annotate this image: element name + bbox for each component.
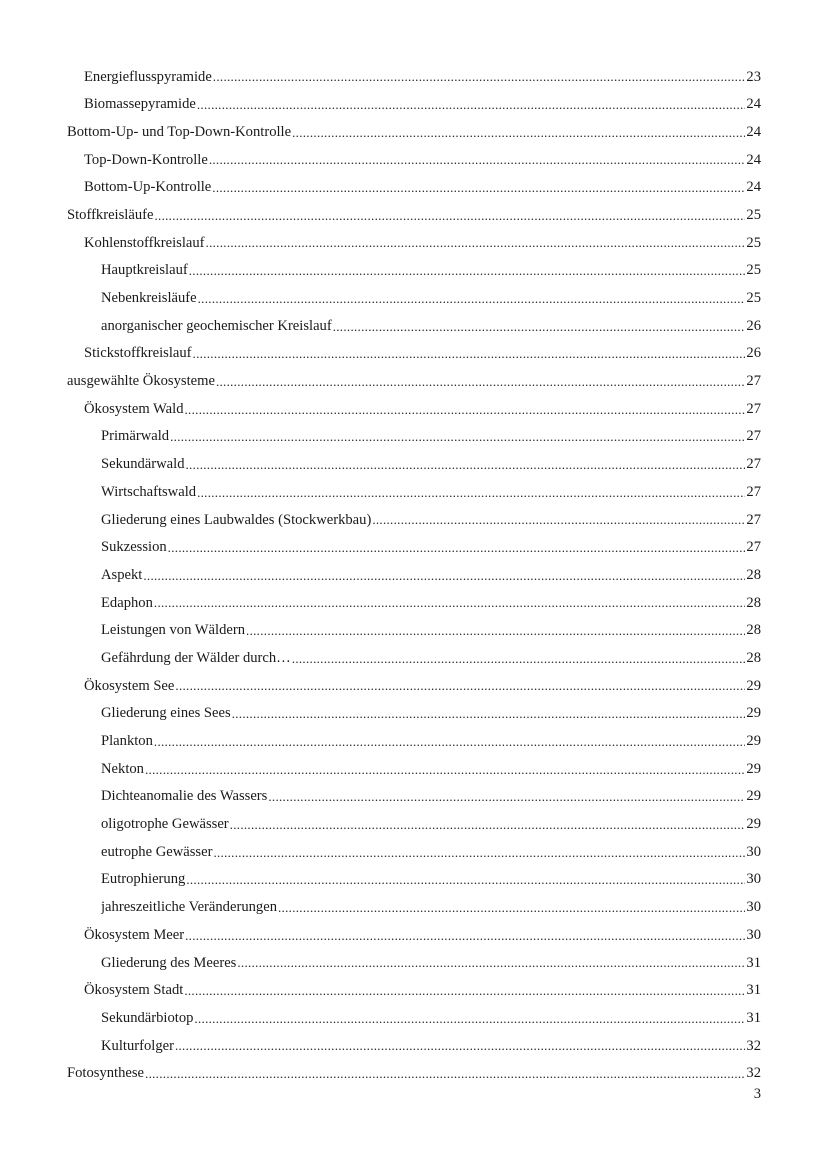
toc-dot-leader [209,153,746,166]
toc-dot-leader [237,956,745,969]
toc-entry-page[interactable]: 31 [746,982,761,999]
toc-entry-page[interactable]: 29 [746,677,761,694]
toc-entry-label[interactable]: jahreszeitliche Veränderungen [101,899,277,916]
toc-entry[interactable] [0,368,828,396]
toc-entry-page[interactable]: 27 [746,428,761,445]
toc-dot-leader [213,70,746,83]
toc-entry-label[interactable]: Gliederung des Meeres [101,954,237,971]
toc-dot-leader [145,1067,745,1080]
toc-row[interactable] [101,755,761,783]
toc-entry-page[interactable]: 30 [746,843,761,860]
toc-dot-leader [143,569,745,582]
toc-entry-label[interactable]: Kulturfolger [101,1037,174,1054]
toc-entry[interactable] [0,1032,828,1060]
toc-entry-page[interactable]: 25 [746,290,761,307]
toc-row[interactable] [84,63,761,91]
toc-dot-leader [186,458,746,471]
toc-dot-leader [154,209,745,222]
toc-dot-leader [145,763,745,776]
toc-entry-page[interactable]: 25 [746,206,761,223]
toc-entry-label[interactable]: Bottom-Up- und Top-Down-Kontrolle [67,123,292,140]
toc-entry-label[interactable]: Stickstoffkreislauf [84,345,192,362]
toc-entry-page[interactable]: 27 [746,456,761,473]
toc-entry[interactable] [0,866,828,894]
toc-entry-page[interactable]: 24 [746,123,761,140]
toc-dot-leader [168,541,746,554]
toc-entry[interactable] [0,451,828,479]
toc-entry-page[interactable]: 29 [746,760,761,777]
toc-row[interactable] [84,921,761,949]
toc-row[interactable] [101,644,761,672]
toc-entry[interactable] [0,1060,828,1088]
toc-entry[interactable] [0,838,828,866]
toc-entry-label[interactable]: eutrophe Gewässer [101,843,213,860]
toc-entry-page[interactable]: 28 [746,594,761,611]
toc-dot-leader [212,181,745,194]
toc-dot-leader [213,846,745,859]
toc-entry-label[interactable]: Leistungen von Wäldern [101,622,246,639]
toc-dot-leader [185,929,745,942]
toc-entry-page[interactable]: 23 [746,68,761,85]
toc-entry-label[interactable]: Ökosystem Wald [84,400,184,417]
toc-entry[interactable] [0,644,828,672]
toc-entry-label[interactable]: Stoffkreisläufe [67,206,154,223]
toc-row[interactable] [101,866,761,894]
toc-row[interactable] [101,894,761,922]
toc-entry[interactable] [0,478,828,506]
toc-entry-page[interactable]: 30 [746,899,761,916]
toc-entry-page[interactable]: 26 [746,317,761,334]
toc-dot-leader [372,513,745,526]
toc-row[interactable] [67,118,761,146]
toc-entry-page[interactable]: 25 [746,234,761,251]
toc-entry-page[interactable]: 32 [746,1065,761,1082]
toc-row[interactable] [101,451,761,479]
toc-row[interactable] [101,1004,761,1032]
toc-entry-label[interactable]: Edaphon [101,594,153,611]
toc-entry-page[interactable]: 31 [746,954,761,971]
toc-entry-page[interactable]: 27 [746,373,761,390]
toc-entry[interactable] [0,395,828,423]
toc-entry[interactable] [0,894,828,922]
toc-entry-label[interactable]: Bottom-Up-Kontrolle [84,179,212,196]
toc-entry[interactable] [0,312,828,340]
toc-row[interactable] [101,728,761,756]
toc-row[interactable] [101,949,761,977]
toc-entry[interactable] [0,700,828,728]
toc-row[interactable] [101,257,761,285]
toc-dot-leader [278,901,745,914]
toc-row[interactable] [67,201,761,229]
toc-entry[interactable] [0,118,828,146]
toc-entry-label[interactable]: Gefährdung der Wälder durch… [101,649,291,666]
toc-entry-label[interactable]: Plankton [101,733,153,750]
toc-row[interactable] [101,561,761,589]
toc-row[interactable] [101,700,761,728]
toc-entry-page[interactable]: 28 [746,622,761,639]
toc-row[interactable] [101,589,761,617]
toc-entry-label[interactable]: Gliederung eines Laubwaldes (Stockwerkbau) [101,511,372,528]
toc-dot-leader [154,735,746,748]
toc-entry-page[interactable]: 32 [746,1037,761,1054]
toc-entry[interactable] [0,728,828,756]
toc-entry-page[interactable]: 27 [746,511,761,528]
table-of-contents [0,63,828,1087]
toc-row[interactable] [101,506,761,534]
toc-dot-leader [154,596,746,609]
toc-entry[interactable] [0,201,828,229]
toc-dot-leader [175,1039,745,1052]
toc-entry-label[interactable]: Ökosystem Stadt [84,982,184,999]
toc-dot-leader [186,873,745,886]
toc-entry[interactable] [0,91,828,119]
toc-entry[interactable] [0,589,828,617]
toc-dot-leader [197,486,745,499]
toc-row[interactable] [101,534,761,562]
toc-entry[interactable] [0,229,828,257]
toc-entry-label[interactable]: Eutrophierung [101,871,186,888]
toc-dot-leader [175,679,745,692]
toc-dot-leader [230,818,746,831]
toc-entry-page[interactable]: 27 [746,539,761,556]
toc-entry[interactable] [0,949,828,977]
toc-entry-label[interactable]: oligotrophe Gewässer [101,816,229,833]
toc-dot-leader [292,652,746,665]
toc-row[interactable] [84,91,761,119]
toc-entry-page[interactable]: 24 [746,179,761,196]
toc-entry[interactable] [0,257,828,285]
toc-entry-page[interactable]: 28 [746,649,761,666]
toc-row[interactable] [84,340,761,368]
toc-entry[interactable] [0,672,828,700]
toc-row[interactable] [84,977,761,1005]
toc-dot-leader [198,292,746,305]
toc-row[interactable] [84,229,761,257]
toc-entry[interactable] [0,561,828,589]
toc-entry[interactable] [0,977,828,1005]
toc-entry[interactable] [0,617,828,645]
toc-row[interactable] [84,146,761,174]
toc-entry-label[interactable]: anorganischer geochemischer Kreislauf [101,317,332,334]
toc-entry-page[interactable]: 24 [746,151,761,168]
toc-entry[interactable] [0,1004,828,1032]
toc-dot-leader [232,707,746,720]
toc-entry-label[interactable]: Top-Down-Kontrolle [84,151,208,168]
toc-dot-leader [216,375,745,388]
toc-entry[interactable] [0,783,828,811]
toc-dot-leader [194,1012,745,1025]
toc-entry-page[interactable]: 25 [746,262,761,279]
toc-row[interactable] [101,312,761,340]
toc-entry[interactable] [0,146,828,174]
toc-entry[interactable] [0,174,828,202]
toc-entry-page[interactable]: 26 [746,345,761,362]
toc-row[interactable] [101,1032,761,1060]
toc-dot-leader [170,430,745,443]
toc-entry-label[interactable]: Energieflusspyramide [84,68,212,85]
toc-entry-page[interactable]: 30 [746,871,761,888]
toc-entry[interactable] [0,921,828,949]
toc-entry-label[interactable]: Biomassepyramide [84,96,196,113]
toc-dot-leader [292,126,745,139]
toc-entry[interactable] [0,506,828,534]
toc-row[interactable] [84,672,761,700]
toc-entry-page[interactable]: 29 [746,733,761,750]
toc-entry-page[interactable]: 30 [746,926,761,943]
toc-entry-label[interactable]: Dichteanomalie des Wassers [101,788,268,805]
toc-dot-leader [333,320,746,333]
toc-row[interactable] [84,174,761,202]
toc-entry[interactable] [0,340,828,368]
toc-entry[interactable] [0,755,828,783]
toc-dot-leader [268,790,745,803]
toc-entry-label[interactable]: Ökosystem See [84,677,175,694]
page-number: 3 [753,1086,761,1102]
toc-entry-label[interactable]: Sekundärwald [101,456,185,473]
toc-entry-label[interactable]: Sekundärbiotop [101,1009,194,1026]
toc-entry-label[interactable]: Kohlenstoffkreislauf [84,234,205,251]
toc-entry-label[interactable]: Wirtschaftswald [101,483,197,500]
toc-row[interactable] [84,395,761,423]
toc-row[interactable] [101,617,761,645]
toc-entry-page[interactable]: 24 [746,96,761,113]
toc-row[interactable] [67,368,761,396]
toc-dot-leader [197,98,746,111]
toc-entry-label[interactable]: Gliederung eines Sees [101,705,231,722]
toc-entry[interactable] [0,811,828,839]
toc-entry-label[interactable]: Hauptkreislauf [101,262,188,279]
toc-entry[interactable] [0,285,828,313]
toc-entry-label[interactable]: ausgewählte Ökosysteme [67,373,215,390]
toc-entry-label[interactable]: Aspekt [101,566,143,583]
toc-entry-label[interactable]: Nebenkreisläufe [101,290,197,307]
toc-dot-leader [185,403,746,416]
toc-entry-page[interactable]: 27 [746,400,761,417]
toc-entry-page[interactable]: 29 [746,705,761,722]
toc-entry-page[interactable]: 28 [746,566,761,583]
toc-entry-label[interactable]: Sukzession [101,539,167,556]
toc-row[interactable] [101,811,761,839]
toc-entry-label[interactable]: Nekton [101,760,144,777]
toc-row[interactable] [101,423,761,451]
toc-entry-label[interactable]: Fotosynthese [67,1065,145,1082]
toc-entry-page[interactable]: 27 [746,483,761,500]
toc-row[interactable] [101,783,761,811]
toc-dot-leader [189,264,746,277]
toc-dot-leader [206,236,746,249]
toc-row[interactable] [101,285,761,313]
toc-entry[interactable] [0,534,828,562]
toc-row[interactable] [101,838,761,866]
toc-row[interactable] [67,1060,761,1088]
toc-entry[interactable] [0,423,828,451]
toc-row[interactable] [101,478,761,506]
toc-dot-leader [193,347,746,360]
toc-entry-label[interactable]: Primärwald [101,428,170,445]
toc-entry[interactable] [0,63,828,91]
toc-entry-label[interactable]: Ökosystem Meer [84,926,185,943]
toc-entry-page[interactable]: 31 [746,1009,761,1026]
toc-dot-leader [246,624,745,637]
toc-entry-page[interactable]: 29 [746,788,761,805]
toc-dot-leader [184,984,745,997]
toc-entry-page[interactable]: 29 [746,816,761,833]
